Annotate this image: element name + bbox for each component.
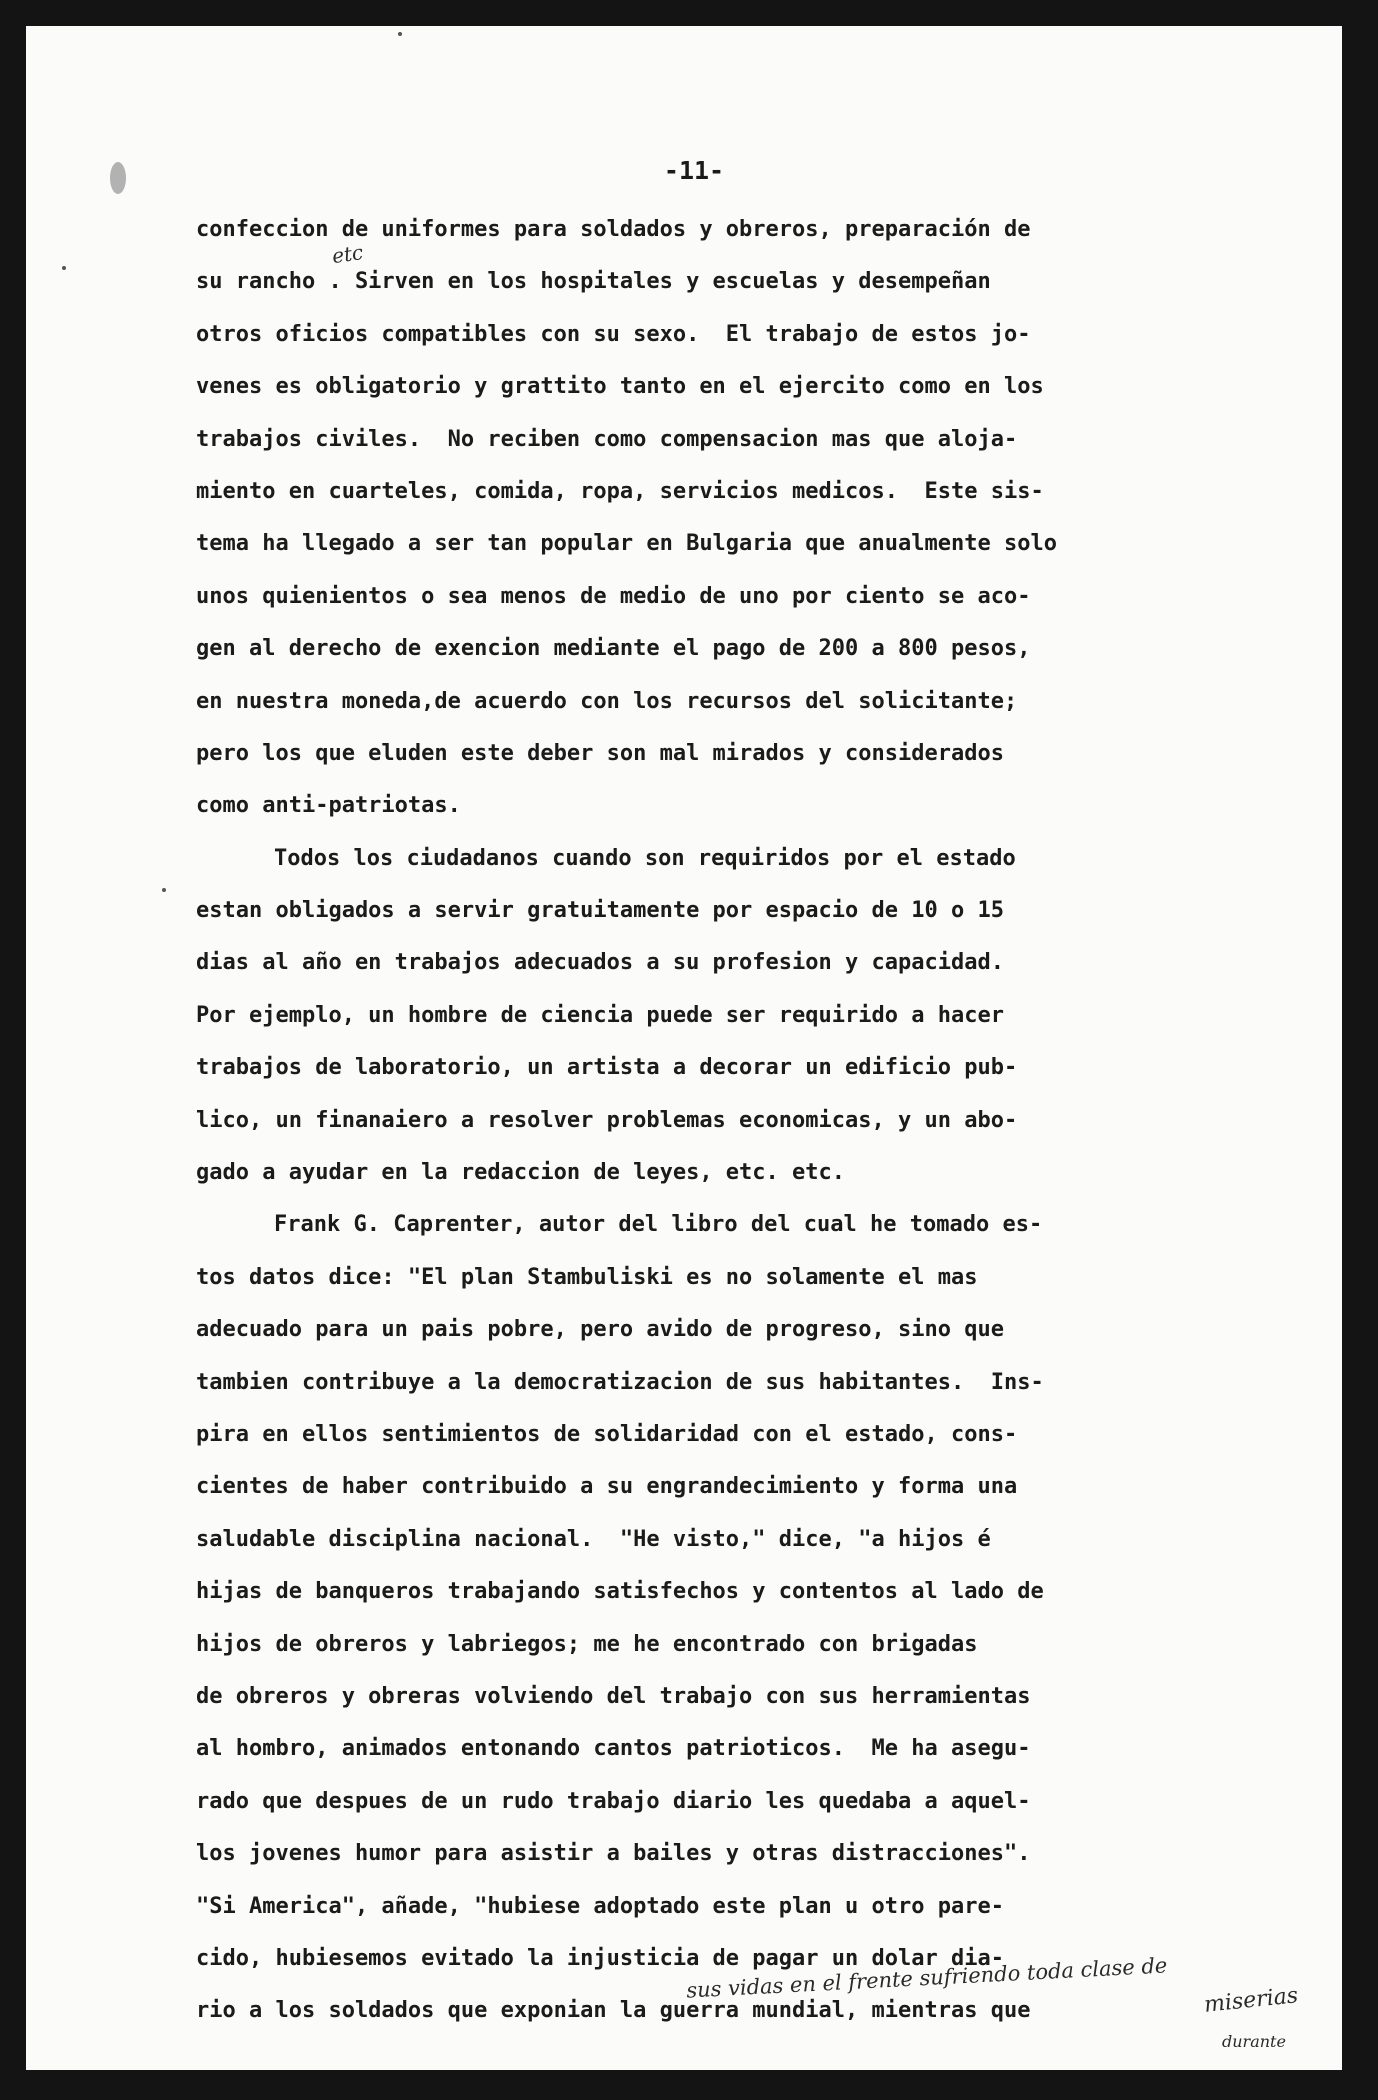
- text-line: trabajos de laboratorio, un artista a decorar un edificio pub-: [196, 1055, 1018, 1081]
- text-line: dias al año en trabajos adecuados a su profesion y capacidad.: [196, 950, 1004, 976]
- text-line: saludable disciplina nacional. "He visto," dice, "a hijos é: [196, 1526, 991, 1552]
- text-line: Por ejemplo, un hombre de ciencia puede ser requirido a hacer: [196, 1002, 1004, 1028]
- text-line: confeccion de uniformes para soldados y obreros, preparación de: [196, 217, 1031, 242]
- text-line: otros oficios compatibles con su sexo. El trabajo de estos jo-: [196, 321, 1031, 347]
- text-line: gen al derecho de exencion mediante el pago de 200 a 800 pesos,: [196, 636, 1031, 662]
- text-line: Frank G. Caprenter, autor del libro del cual he tomado es-: [274, 1212, 1043, 1238]
- text-line: cido, hubiesemos evitado la injusticia de pagar un dolar dia-: [196, 1945, 1004, 1971]
- handwritten-insertion: sus vidas en el frente sufriendo toda clase de: [685, 1953, 1168, 2003]
- text-line: Todos los ciudadanos cuando son requiridos por el estado: [274, 845, 1016, 871]
- text-line: venes es obligatorio y grattito tanto en el ejercito como en los: [196, 374, 1044, 400]
- speck: [162, 888, 166, 892]
- text-line: adecuado para un pais pobre, pero avido de progreso, sino que: [196, 1317, 1004, 1343]
- text-line: pero los que eluden este deber son mal mirados y considerados: [196, 740, 1004, 766]
- handwritten-margin-note: durante: [1222, 2032, 1286, 2051]
- text-line: los jovenes humor para asistir a bailes y otras distracciones".: [196, 1841, 1031, 1867]
- text-line: pira en ellos sentimientos de solidaridad con el estado, cons-: [196, 1421, 1018, 1447]
- document-page: [26, 26, 1342, 2070]
- page-number: -11-: [663, 156, 725, 185]
- text-line: en nuestra moneda,de acuerdo con los recursos del solicitante;: [196, 688, 1018, 714]
- text-line: como anti-patriotas.: [196, 793, 461, 819]
- text-line: trabajos civiles. No reciben como compensacion mas que aloja-: [196, 426, 1018, 452]
- text-line: tos datos dice: "El plan Stambuliski es no solamente el mas: [196, 1264, 978, 1290]
- text-line: hijos de obreros y labriegos; me he encontrado con brigadas: [196, 1631, 978, 1657]
- text-line: estan obligados a servir gratuitamente por espacio de 10 o 15: [196, 898, 1004, 924]
- text-line: cientes de haber contribuido a su engrandecimiento y forma una: [196, 1474, 1018, 1500]
- text-line: hijas de banqueros trabajando satisfechos y contentos al lado de: [196, 1579, 1044, 1605]
- body-text: [196, 204, 1256, 2038]
- text-line: unos quienientos o sea menos de medio de uno por ciento se aco-: [196, 583, 1031, 609]
- text-line: "Si America", añade, "hubiese adoptado este plan u otro pare-: [196, 1893, 1004, 1919]
- text-line: gado a ayudar en la redaccion de leyes, etc. etc.: [196, 1160, 846, 1186]
- text-line: miento en cuarteles, comida, ropa, servicios medicos. Este sis-: [196, 478, 1044, 504]
- text-line: rado que despues de un rudo trabajo diario les quedaba a aquel-: [196, 1788, 1031, 1814]
- handwritten-margin-note: miserias: [1202, 1983, 1300, 2018]
- text-line: al hombro, animados entonando cantos patrioticos. Me ha asegu-: [196, 1736, 1031, 1762]
- text-line: rio a los soldados que exponian la guerra mundial, mientras que: [196, 1998, 1031, 2024]
- text-line: de obreros y obreras volviendo del trabajo con sus herramientas: [196, 1683, 1031, 1709]
- text-line: su rancho . Sirven en los hospitales y escuelas y desempeñan: [196, 269, 991, 295]
- speck: [398, 32, 402, 36]
- text-line: tema ha llegado a ser tan popular en Bulgaria que anualmente solo: [196, 531, 1057, 557]
- text-line: tambien contribuye a la democratizacion de sus habitantes. Ins-: [196, 1369, 1044, 1395]
- text-line: lico, un finanaiero a resolver problemas economicas, y un abo-: [196, 1107, 1018, 1133]
- handwritten-etc: etc: [330, 239, 365, 269]
- speck: [62, 266, 66, 270]
